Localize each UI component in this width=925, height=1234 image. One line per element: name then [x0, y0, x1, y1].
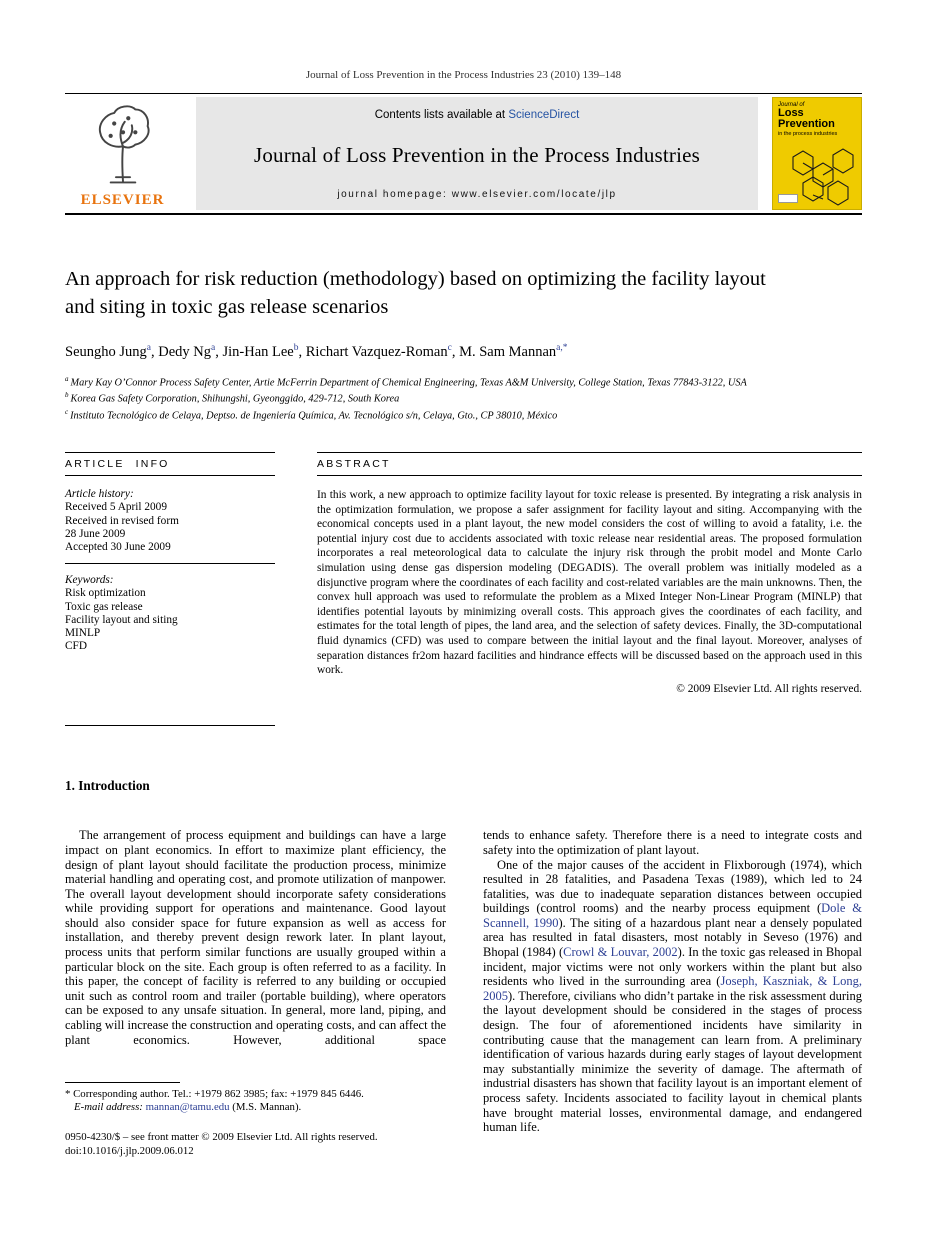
affiliation-list — [65, 373, 862, 422]
author-affiliation-link[interactable]: a — [146, 343, 151, 353]
author-separator: , — [298, 343, 306, 360]
cover-label-box — [778, 194, 798, 203]
affiliation-text: Mary Kay O’Connor Process Safety Center, Artie McFerrin Department of Chemical Engineering, Texas A&M University, College Station, Texas 77843-3122, USA — [70, 377, 747, 389]
cover-title-prevention: Prevention — [778, 118, 835, 130]
affiliation-text: Instituto Tecnológico de Celaya, Deptso. de Ingeniería Química, Av. Tecnológico s/n, Celaya, Gto., CP 38010, México — [70, 410, 558, 422]
cover-title-loss: Loss — [778, 107, 804, 119]
contents-line — [375, 109, 580, 121]
sciencedirect-link[interactable]: ScienceDirect — [508, 109, 580, 121]
citation-link-joseph-kaszniak-long[interactable]: Joseph, Kaszniak, & Long, 2005 — [483, 974, 862, 1003]
author-affiliation-link[interactable]: b — [293, 343, 299, 353]
journal-cover-thumbnail — [772, 97, 862, 210]
author-separator: , — [151, 343, 159, 360]
doi-line: doi:10.1016/j.jlp.2009.06.012 — [65, 1145, 194, 1157]
author-affiliation-link[interactable]: c — [447, 343, 452, 353]
elsevier-logo — [65, 97, 180, 210]
article-history-lines — [65, 501, 275, 563]
abstract-text: In this work, a new approach to optimize facility layout for toxic release is presented. By integrating a risk analysis in the optimization formulation, we propose a safer assignment for facility layout and siting. Accompanying with the economical concepts used in a plant layout, the new model considers the cost of willing to avoid a fatality, i.e. the potential injury cost due to accidents associated with toxic release near residential areas. The proposed formulation incorporates a real meteorological data to calculate the injury risk through the probit model and Monte Carlo simulation using dense gas dispersion modeling (DEGADIS). The overall problem was initially modeled as a disjunctive program where the coordinates of each facility and cost-related variables are the main unknowns. Then, the convex hull approach was used to reformulate the problem as a Mixed Integer Non-Linear Program (MINLP) that identifies potential layouts by minimizing overall costs. This approach gives the coordinates of each facility, and estimates for the total length of pipes, the land area, and the selection of safety devices. Finally, the 3D-computational fluid dynamics (CFD) was used to compare between the initial layout and the final layout. Moreover, analyses of separation distances fr2om hazard facilities and hindrance effects will be discussed based on the approach used in this work. — [317, 489, 862, 677]
cover-subtitle: in the process industries — [778, 131, 838, 137]
author-separator: , — [215, 343, 223, 360]
email-label: E-mail address: — [74, 1101, 143, 1113]
header-divider-rule — [65, 213, 862, 215]
history-line: Received in revised form — [65, 514, 179, 527]
section-heading-introduction: 1. Introduction — [65, 778, 150, 794]
affiliation-item — [65, 406, 862, 422]
keywords-list — [65, 587, 275, 653]
article-info-abstract-section — [65, 452, 862, 726]
footnote-email-line — [65, 1101, 446, 1114]
author-name: Seungho Jung — [65, 343, 147, 360]
journal-homepage-link[interactable]: journal homepage: www.elsevier.com/locate/jlp — [337, 189, 617, 200]
intro-right-column — [483, 828, 862, 1134]
author-affiliation-link[interactable]: a,* — [556, 343, 568, 353]
affiliation-item — [65, 373, 862, 389]
article-history-label: Article history: — [65, 488, 134, 501]
affiliation-marker: c — [65, 407, 69, 416]
author-separator: , — [451, 343, 460, 360]
keyword-item: Toxic gas release — [65, 600, 143, 613]
top-rule — [65, 93, 862, 94]
intro-paragraph-2 — [483, 858, 862, 1135]
keyword-item: CFD — [65, 640, 87, 653]
affiliation-marker: a — [65, 374, 69, 383]
footnote-phone-line: * Corresponding author. Tel.: +1979 862 3985; fax: +1979 845 6446. — [65, 1088, 364, 1100]
keyword-item: MINLP — [65, 626, 101, 639]
history-line: Received 5 April 2009 — [65, 501, 167, 514]
article-info-bottom-rule — [65, 725, 275, 726]
article-info-heading: ARTICLE INFO — [65, 458, 170, 471]
page-bottom-block — [65, 1082, 446, 1158]
affiliation-item — [65, 389, 862, 405]
paragraph-text: ). Therefore, civilians who didn’t partake in the risk assessment during the layout development should be considered in the stages of process design. The four of aforementioned incidents have similarity in contributing cause that the management can learn from. A preliminary identification of various hazards during early stages of layout development may substantially minimize the severity of damage. The aftermath of industrial disasters has shown that facility layout is an important element of process safety. Incidents associated to facility layout in chemical plants have brought material losses, environmental damage, and endangered human life. — [483, 988, 862, 1135]
issn-copyright-line: 0950-4230/$ – see front matter © 2009 Elsevier Ltd. All rights reserved. — [65, 1131, 378, 1143]
history-line: Accepted 30 June 2009 — [65, 540, 171, 553]
abstract-heading: ABSTRACT — [317, 458, 391, 471]
contents-line-text: Contents lists available at — [374, 109, 509, 121]
citation-link-dole-scannell[interactable]: Dole & Scannell, 1990 — [483, 901, 862, 930]
elsevier-wordmark: ELSEVIER — [80, 192, 165, 208]
author-line — [65, 343, 862, 361]
article-title: An approach for risk reduction (methodology) based on optimizing the facility layout and siting in toxic gas release scenarios — [65, 268, 766, 318]
keyword-item: Risk optimization — [65, 587, 146, 600]
copyright-line: © 2009 Elsevier Ltd. All rights reserved. — [676, 682, 862, 695]
journal-banner — [196, 97, 758, 210]
intro-paragraph-1: The arrangement of process equipment and buildings can have a large impact on plant economics. In effort to maximize plant efficiency, the design of plant layout should facilitate the production process, minimize material handling and operating cost, and promote utilization of manpower. The overall layout development should incorporate safety considerations while providing support for operations and maintenance. Good layout should also consider space for future expansion as well as access for installation, and thereby prevent design rework later. In plant layout, process units that perform similar functions are usually grouped within a particular block on the site. Each group is often referred to as a facility. In this paper, the concept of facility is referred to any building or occupied unit such as control room and trailer (portable building), where operators can be exposed to any unsafe situation. In general, more land, piping, and cabling will increase the construction and operating costs, and can affect the plant economics. However, additional space — [65, 828, 446, 1047]
keywords-label: Keywords: — [65, 574, 114, 587]
footnote-rule — [65, 1082, 180, 1083]
author-affiliation-link[interactable]: a — [211, 343, 216, 353]
paragraph-text: ). In the toxic gas released in Bhopal incident, major victims were not only workers within the plant but also residents who lived in the surrounding area ( — [483, 945, 862, 989]
email-link[interactable]: mannan@tamu.edu — [145, 1101, 230, 1113]
paragraph-text: One of the major causes of the accident in Flixborough (1974), which resulted in 28 fatalities, and Pasadena Texas (1989), which led to 24 fatalities, was due to inadequate separation distances between occupied buildings (control rooms) and the nearby process equipment ( — [483, 857, 862, 916]
author-name: Jin-Han Lee — [222, 343, 294, 360]
author-name: M. Sam Mannan — [459, 343, 557, 360]
journal-header — [65, 97, 862, 210]
keyword-item: Facility layout and siting — [65, 613, 178, 626]
affiliation-text: Korea Gas Safety Corporation, Shihungshi, Gyeonggido, 429-712, South Korea — [70, 393, 400, 405]
author-name: Richart Vazquez-Roman — [305, 343, 448, 360]
article-info-column — [65, 452, 275, 726]
article-info-mid-rule — [65, 563, 275, 564]
abstract-column — [317, 452, 862, 726]
affiliation-marker: b — [65, 391, 69, 400]
cover-journal-of-text: Journal of — [778, 102, 805, 108]
paragraph-text: ). The siting of a hazardous plant near a densely populated area has resulted in fatal disasters, most notably in Seveso (1976) and Bhopal (1984) ( — [483, 915, 863, 960]
citation-link-crowl-louvar[interactable]: Crowl & Louvar, 2002 — [563, 945, 678, 960]
corresponding-author-footnote — [65, 1088, 446, 1114]
running-head-citation: Journal of Loss Prevention in the Process Industries 23 (2010) 139–148 — [305, 69, 622, 81]
intro-paragraph-1-continued: tends to enhance safety. Therefore there is a need to integrate costs and safety into the optimization of plant layout. — [483, 828, 862, 857]
journal-imprint — [65, 1130, 446, 1158]
history-line: 28 June 2009 — [65, 527, 126, 540]
article-history-block — [65, 476, 275, 726]
elsevier-tree-icon — [79, 97, 167, 194]
email-tail: (M.S. Mannan). — [229, 1101, 302, 1113]
journal-title: Journal of Loss Prevention in the Process Industries — [253, 142, 701, 167]
author-name: Dedy Ng — [158, 343, 212, 360]
